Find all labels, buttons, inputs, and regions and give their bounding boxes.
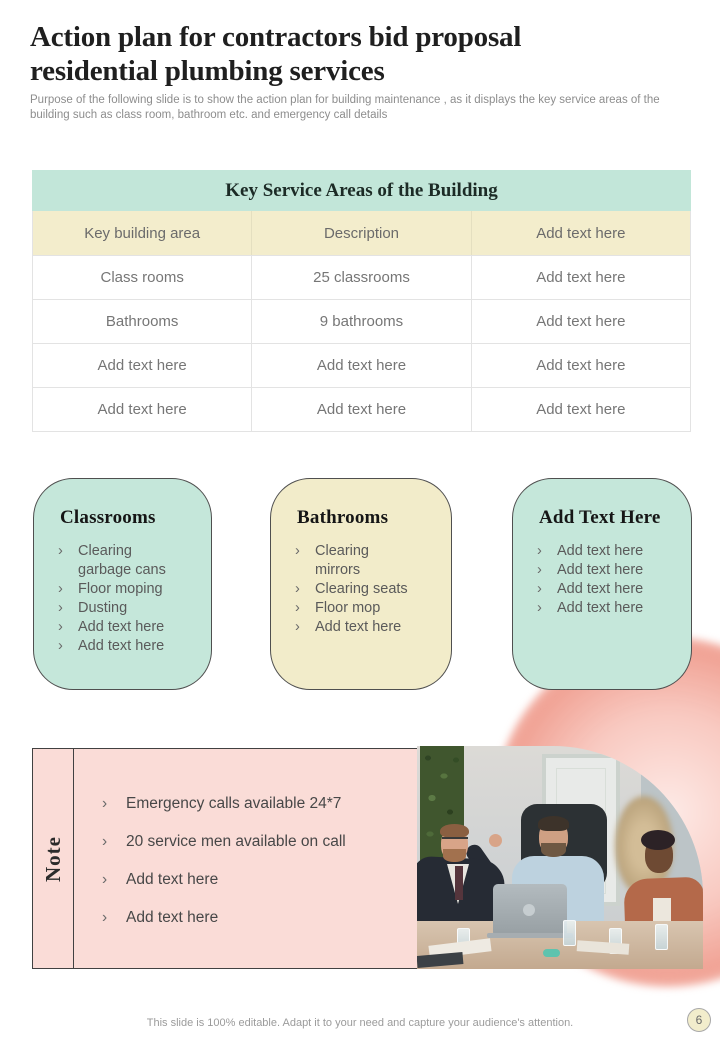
list-item: › Add text here xyxy=(537,600,644,616)
chevron-bullet-icon: › xyxy=(102,795,108,812)
note-bullet-list xyxy=(102,794,346,968)
photo-center-man-hair xyxy=(538,816,569,831)
chevron-bullet-icon: › xyxy=(58,619,63,635)
table-cell: 25 classrooms xyxy=(251,256,470,299)
table-header-cell: Key building area xyxy=(84,224,201,242)
list-item: › Dusting xyxy=(58,600,128,616)
chevron-bullet-icon: › xyxy=(537,562,542,578)
chevron-bullet-icon: › xyxy=(537,600,542,616)
photo-left-man-glasses xyxy=(442,837,468,845)
note-box xyxy=(32,748,422,969)
list-item: › Add text here xyxy=(58,619,165,635)
footer-disclaimer: This slide is 100% editable. Adapt it to your need and capture your audience's attention. xyxy=(146,1017,574,1029)
card-title: Add Text Here xyxy=(539,507,661,528)
chevron-bullet-icon: › xyxy=(58,600,63,616)
photo-water-glass xyxy=(563,920,576,946)
photo-left-man-hand xyxy=(489,834,502,847)
page-number-badge: 6 xyxy=(687,1008,711,1032)
card-bullet-list xyxy=(537,542,691,618)
table-cell: Add text here xyxy=(471,344,690,387)
chevron-bullet-icon: › xyxy=(295,543,300,559)
table-cell: Add text here xyxy=(471,388,690,431)
table-cell: 9 bathrooms xyxy=(251,300,470,343)
chevron-bullet-icon: › xyxy=(295,581,300,597)
chevron-bullet-icon: › xyxy=(58,638,63,654)
photo-woman-hair xyxy=(641,830,675,850)
list-item: › Add text here xyxy=(58,638,165,654)
chevron-bullet-icon: › xyxy=(537,543,542,559)
list-item: › Add text here xyxy=(295,619,402,635)
table-cell: Bathrooms xyxy=(105,313,179,330)
table-header-row xyxy=(33,211,690,255)
chevron-bullet-icon: › xyxy=(102,833,108,850)
chevron-bullet-icon: › xyxy=(102,871,108,888)
table-header-cell: Add text here xyxy=(471,211,690,255)
table-cell: Add text here xyxy=(251,388,470,431)
list-item: › Add text here xyxy=(102,871,219,888)
table-row xyxy=(33,255,690,299)
list-item: › Add text here xyxy=(537,581,644,597)
list-item: › Floor moping xyxy=(58,581,163,597)
table-cell: Add text here xyxy=(471,300,690,343)
list-item: › Add text here xyxy=(537,562,644,578)
table-title: Key Service Areas of the Building xyxy=(32,170,691,211)
card-bathrooms xyxy=(270,478,452,690)
chevron-bullet-icon: › xyxy=(295,619,300,635)
chevron-bullet-icon: › xyxy=(295,600,300,616)
chevron-bullet-icon: › xyxy=(58,581,63,597)
card-bullet-list xyxy=(295,542,451,637)
chevron-bullet-icon: › xyxy=(537,581,542,597)
list-item: › Add text here xyxy=(537,543,644,559)
table-cell: Class rooms xyxy=(100,269,184,286)
photo-teal-case xyxy=(543,949,560,957)
note-label: Note xyxy=(40,835,65,882)
card-classrooms xyxy=(33,478,212,690)
table-cell: Add text here xyxy=(471,256,690,299)
list-item: › Clearing seats xyxy=(295,581,408,597)
page-title-line1: Action plan for contractors bid proposal xyxy=(30,21,522,53)
chevron-bullet-icon: › xyxy=(102,909,108,926)
table-header-cell: Description xyxy=(251,211,470,255)
photo-left-man-beard xyxy=(443,849,466,862)
list-item: › Floor mop xyxy=(295,600,381,616)
table-row xyxy=(33,387,690,431)
page-subtitle: Purpose of the following slide is to show the action plan for building maintenance , as it displays the key service areas of the building such as class room, bathroom etc. and emergency call details xyxy=(30,94,660,121)
table-body xyxy=(32,211,691,432)
service-areas-table xyxy=(32,170,691,432)
table-cell: Add text here xyxy=(97,401,187,418)
card-bullet-list xyxy=(58,542,211,656)
photo-water-glass xyxy=(655,924,668,950)
card-title: Classrooms xyxy=(60,507,156,528)
table-cell: Add text here xyxy=(251,344,470,387)
card-title: Bathrooms xyxy=(297,507,389,528)
chevron-bullet-icon: › xyxy=(58,543,63,559)
list-item: › Clearing garbage cans xyxy=(58,543,166,578)
list-item: › Add text here xyxy=(102,909,219,926)
table-row xyxy=(33,299,690,343)
table-cell: Add text here xyxy=(97,357,187,374)
photo-left-man-hair xyxy=(440,824,469,838)
page-title-line2: residential plumbing services xyxy=(30,55,385,87)
photo-laptop-logo xyxy=(523,904,535,916)
meeting-photo xyxy=(417,746,703,969)
card-add-text xyxy=(512,478,692,690)
page-title xyxy=(30,20,690,88)
list-item: › Emergency calls available 24*7 xyxy=(102,795,342,812)
list-item: › Clearing mirrors xyxy=(295,543,369,578)
table-row xyxy=(33,343,690,387)
photo-center-man-beard xyxy=(541,843,566,857)
list-item: › 20 service men available on call xyxy=(102,833,346,850)
photo-left-man-tie xyxy=(455,866,463,900)
photo-laptop-base xyxy=(487,933,573,938)
note-label-column xyxy=(33,749,74,968)
